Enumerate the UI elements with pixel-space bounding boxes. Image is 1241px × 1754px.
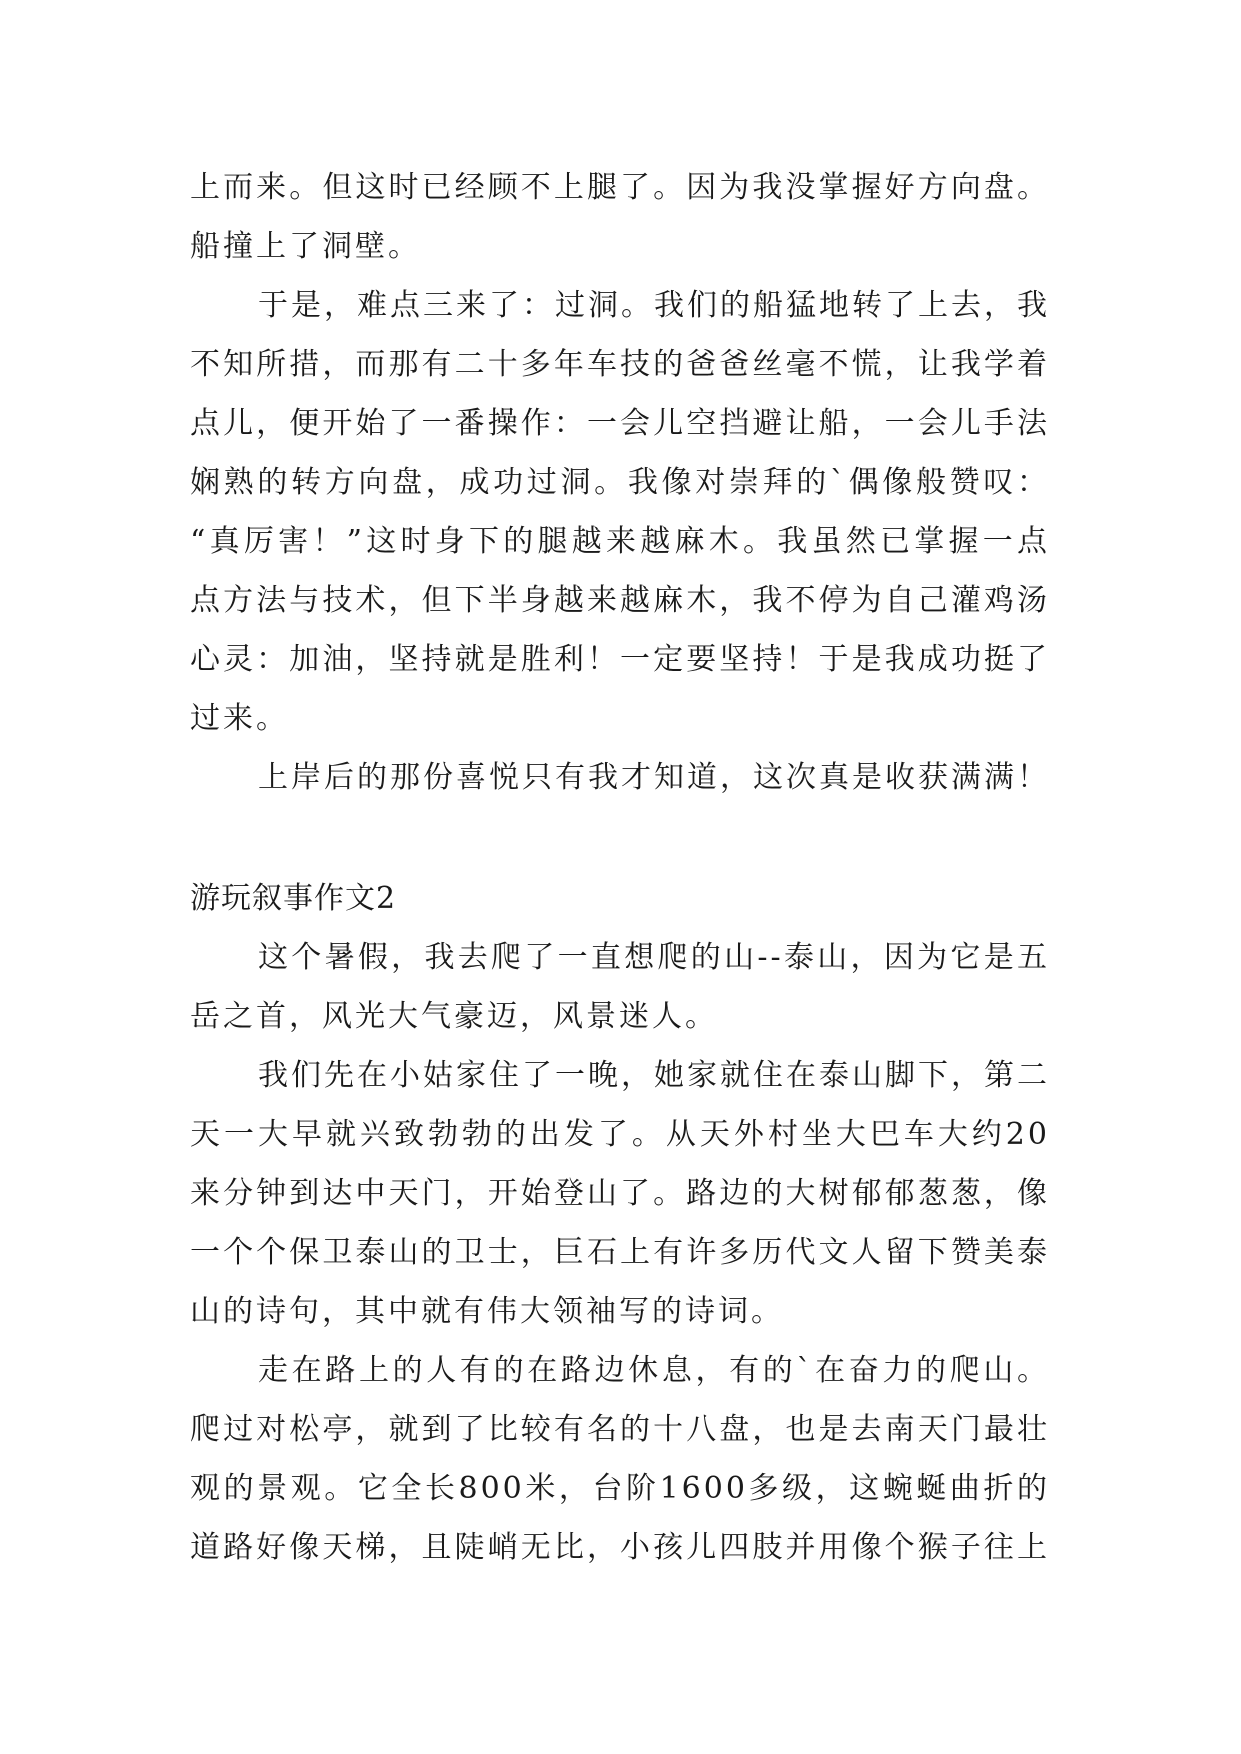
paragraph	[190, 748, 1050, 807]
text-line: 不知所措，而那有二十多年车技的爸爸丝毫不慌，让我学着	[190, 347, 1050, 382]
text-line: 天一大早就兴致勃勃的出发了。从天外村坐大巴车大约20	[190, 1117, 1050, 1152]
text-line: 爬过对松亭，就到了比较有名的十八盘，也是去南天门最壮	[190, 1412, 1050, 1447]
paragraph	[190, 276, 1050, 748]
text-line: 这个暑假，我去爬了一直想爬的山--泰山，因为它是五	[258, 940, 1050, 975]
text-line: 船撞上了洞壁。	[190, 229, 421, 264]
text-line: 过来。	[190, 701, 289, 736]
section-2-text	[190, 869, 1050, 1577]
text-line: 道路好像天梯，且陡峭无比，小孩儿四肢并用像个猴子往上	[190, 1530, 1050, 1565]
text-line: 一个个保卫泰山的卫士，巨石上有许多历代文人留下赞美泰	[190, 1235, 1050, 1270]
text-line: 点儿，便开始了一番操作：一会儿空挡避让船，一会儿手法	[190, 406, 1050, 441]
text-line: 我们先在小姑家住了一晚，她家就住在泰山脚下，第二	[258, 1058, 1050, 1093]
section-1-text	[190, 158, 1050, 807]
text-line: “真厉害！”这时身下的腿越来越麻木。我虽然已掌握一点	[190, 524, 1050, 559]
paragraph	[190, 1046, 1050, 1341]
text-line: 上岸后的那份喜悦只有我才知道，这次真是收获满满！	[258, 760, 1050, 795]
text-line: 走在路上的人有的在路边休息，有的`在奋力的爬山。	[258, 1353, 1050, 1388]
paragraph	[190, 1341, 1050, 1577]
text-line: 来分钟到达中天门，开始登山了。路边的大树郁郁葱葱，像	[190, 1176, 1050, 1211]
section-heading: 游玩叙事作文2	[190, 881, 397, 916]
text-line: 观的景观。它全长800米，台阶1600多级，这蜿蜒曲折的	[190, 1471, 1050, 1506]
paragraph	[190, 928, 1050, 1046]
text-line: 心灵：加油，坚持就是胜利！一定要坚持！于是我成功挺了	[190, 642, 1050, 677]
text-line: 山的诗句，其中就有伟大领袖写的诗词。	[190, 1294, 784, 1329]
text-line: 点方法与技术，但下半身越来越麻木，我不停为自己灌鸡汤	[190, 583, 1050, 618]
paragraph	[190, 158, 1050, 276]
text-line: 娴熟的转方向盘，成功过洞。我像对崇拜的`偶像般赞叹：	[190, 465, 1050, 500]
text-line: 于是，难点三来了：过洞。我们的船猛地转了上去，我	[258, 288, 1050, 323]
text-line: 上而来。但这时已经顾不上腿了。因为我没掌握好方向盘。	[190, 170, 1050, 205]
text-line: 岳之首，风光大气豪迈，风景迷人。	[190, 999, 718, 1034]
